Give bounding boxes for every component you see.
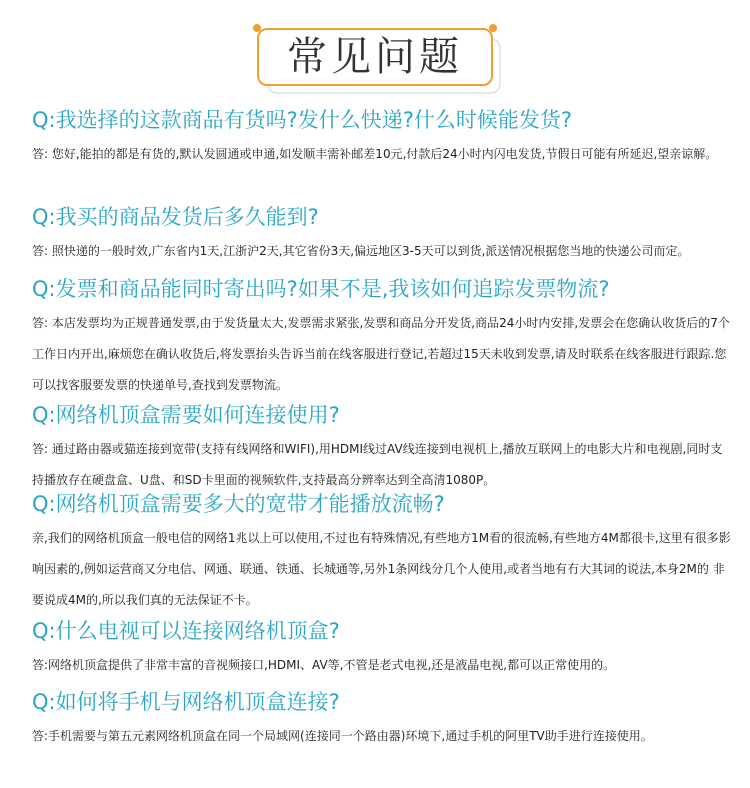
- faq-answer: 答:网络机顶盒提供了非常丰富的音视频接口,HDMI、AV等,不管是老式电视,还是液晶电视,都可以正常使用的。: [32, 658, 616, 672]
- faq-question: Q:网络机顶盒需要如何连接使用?: [32, 403, 340, 427]
- faq-answer: 亲,我们的网络机顶盒一般电信的网络1兆以上可以使用,不过也有特殊情况,有些地方1M看的很流畅,有些地方4M都很卡,这里有很多影响因素的,例如运营商又分电信、网通、联通、铁通、长城通等,另外1条网线分几个人使用,或者当地有冇大其词的说法,本身2M的 非要说成4M的,所以我们真的无法保证不卡。: [32, 531, 731, 607]
- page-title-frame: [253, 26, 498, 94]
- faq-answer: 答:手机需要与第五元素网络机顶盒在同一个局域网(连接同一个路由器)环境下,通过手机的阿里TV助手进行连接使用。: [32, 729, 653, 743]
- faq-item: [32, 490, 732, 616]
- faq-question: Q:我选择的这款商品有货吗?发什么快递?什么时候能发货?: [32, 108, 573, 132]
- faq-item: [32, 401, 732, 496]
- faq-item: [32, 688, 732, 752]
- faq-question: Q:我买的商品发货后多久能到?: [32, 205, 319, 229]
- faq-answer: 答: 您好,能拍的都是有货的,默认发圆通或申通,如发顺丰需补邮差10元,付款后24小时内闪电发货,节假日可能有所延迟,望亲谅解。: [32, 147, 718, 161]
- faq-answer: 答: 本店发票均为正规普通发票,由于发货量太大,发票需求紧张,发票和商品分开发货,商品24小时内安排,发票会在您确认收货后的7个工作日内开出,麻烦您在确认收货后,将发票抬头告诉当前在线客服进行登记,若超过15天未收到发票,请及时联系在线客服进行跟踪.您可以找客服要发票的快递单号,查找到发票物流。: [32, 316, 730, 392]
- page-title: 常见问题: [287, 34, 463, 80]
- faq-question: Q:网络机顶盒需要多大的宽带才能播放流畅?: [32, 492, 445, 516]
- faq-question: Q:如何将手机与网络机顶盒连接?: [32, 690, 340, 714]
- faq-question: Q:发票和商品能同时寄出吗?如果不是,我该如何追踪发票物流?: [32, 277, 610, 301]
- faq-answer: 答: 通过路由器或猫连接到宽带(支持有线网络和WIFI),用HDMI线过AV线连接到电视机上,播放互联网上的电影大片和电视剧,同时支持播放存在硬盘盒、U盘、和SD卡里面的视频软件,支持最高分辨率达到全高清1080P。: [32, 442, 723, 487]
- faq-question: Q:什么电视可以连接网络机顶盒?: [32, 619, 340, 643]
- faq-item: [32, 203, 732, 267]
- faq-answer: 答: 照快递的一般时效,广东省内1天,江浙沪2天,其它省份3天,偏远地区3-5天可以到货,派送情况根据您当地的快递公司而定。: [32, 244, 690, 258]
- faq-item: [32, 275, 732, 401]
- faq-item: [32, 617, 732, 681]
- faq-item: [32, 106, 732, 170]
